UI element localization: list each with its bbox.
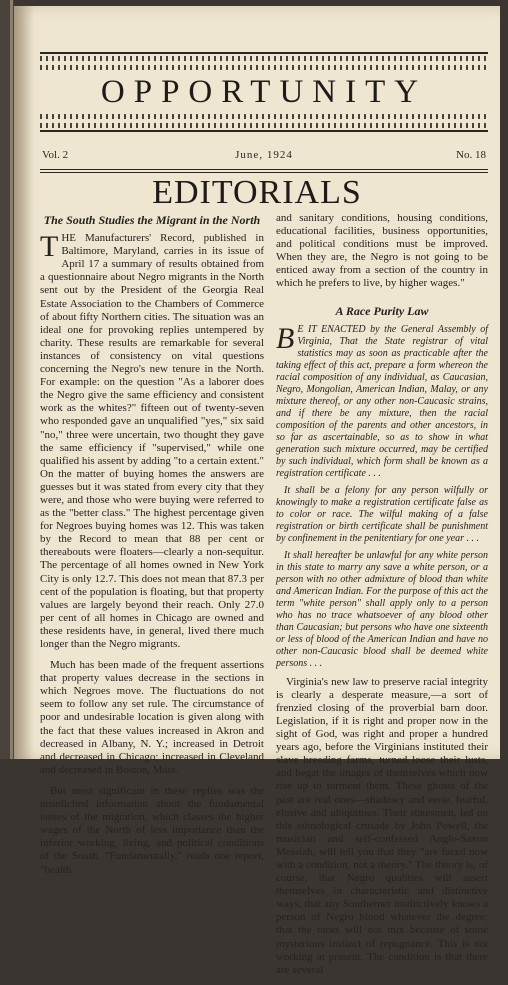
article-paragraph: and sanitary conditions, housing conditions, educational facilities, business opportunities, and political conditions must be improved. When they are, the Negro is not going to be enticed away from a section of the country in which he prefers to live, by higher wages." [276,212,488,290]
issue-number: No. 18 [456,149,486,161]
masthead-ornament-bottom [40,114,488,128]
left-column [40,214,264,885]
divider-rule [40,169,488,170]
paragraph-text: HE Manufacturers' Record, published in Baltimore, Maryland, carries in its issue of April 17 a summary of results obtained from a questionnaire about Negro migrants in the North sent out by the President of the Georgia Real Estate Association to the Chambers of Commerce of about fifty Northern cities. The situation was an ideal one for provoking replies untempered by charity. These results are remarkable for several instances of consistency on vital questions concerning the Negro's new tenure in the North. For example: on the question "As a laborer does the Negro give the same efficiency and consistent work as the whites?" fifteen out of twenty-seven who responded gave an unqualified "yes," six said "no," three were uncertain, two thought they gave the same efficiency if "supervised," while one qualified his assent by adding "to a certain extent." On the matter of buying homes the answers are guesses but it was stated from every city that they were, and those who were buying were referred to as the "better class." The highest percentage given for Negroes buying homes was 12. This was taken by the Record to mean that 88 per cent or thereabouts were floaters—clearly a non-sequitur. The percentage of all homes owned in New York City is only 12.7. This does not mean that 87.3 per cent of the population is floating, but that property values are largely beyond their reach. Only 27.0 per cent of all homes in Chicago are owned and these residents have, in general, lived there much longer than the Negro migrants. [40,232,264,650]
article-paragraph: But most significant in these replies was the unsolicited information about the fundamental issues of the migration, which classes the higher wages of the North of less importance than the inferior working, living, and political conditions of the South. "Fundamentally," reads one report, "health [40,784,264,876]
magazine-title: OPPORTUNITY [100,74,428,110]
binding-edge [10,0,13,759]
masthead-ornament-top [40,56,488,70]
divider-rule [40,172,488,173]
right-column [276,212,488,985]
paragraph-text: E IT ENACTED by the General Assembly of Virginia, That the State registrar of vital statistics may as soon as practicable after the taking effect of this act, prepare a form whereon the racial composition of any individual, as Caucasian, Negro, Mongolian, American Indian, Malay, or any mixture thereof, or any other non-Caucasic strains, and if there be any mixture, then the racial composition of the parents and other ancestors, in so far as ascertainable, so as to show in what generation such mixture occurred, may be certified by such individual, which form shall be known as a registration certificate . . . [276,323,488,479]
article-paragraph: Much has been made of the frequent assertions that property values decrease in the sections in which Negroes move. The fluctuations do not seem to follow any set rule. The circumstance of poor and undesirable location is given along with the fact that these values increased in Akron and decreased in Albany, N. Y.; increased in Detroit and decreased in Chicago; increased in Cleveland and decreased in Boston, Mass. [40,659,264,776]
magazine-page [14,6,500,976]
drop-cap: T [40,230,59,264]
article-heading: The South Studies the Migrant in the North [43,213,261,227]
law-quotation [276,321,488,670]
issue-line [40,149,488,165]
article-heading: A Race Purity Law [335,303,429,318]
volume-label: Vol. 2 [42,149,69,161]
section-headline: EDITORIALS [152,174,362,211]
law-paragraph: It shall be a felony for any person wilfully or knowingly to make a registration certificate false as to color or race. The wilful making of a false registration or birth certificate shall be punishment by confinement in the penitentiary for one year . . . [276,484,488,544]
law-paragraph: It shall hereafter be unlawful for any white person in this state to marry any save a white person, or a person with no other admixture of blood than white and American Indian. For the purpose of this act the term "white person" shall apply only to a person who has no trace whatsoever of any blood other than Caucasian; but persons who have one sixteenth or less of blood of the American Indian and have no other non-Caucasic blood shall be deemed white persons . . . [276,549,488,669]
law-paragraph [276,321,488,480]
article-paragraph: Virginia's new law to preserve racial integrity is clearly a desperate measure,—a sort of frenzied closing of the proverbial barn door. Legislation, if it is right and proper now in the sight of God, was right and proper a hundred years ago, before the Virginians instituted their slave breeding farms, turned loose their lusts, and begat the images of themselves which now rise up to torment them. These ghosts of the past are real ones—shadowy and eerie, fearful, elusive and ubiquitous. Their statesmen, led on this ethnological crusade by John Powell, the musician and self-confessed Anglo-Saxon Messiah, will tell you that they "are faced now with a condition, not a theory." The theory is, of course, that Negro qualities will assert themselves in characteristic and distinctive ways; that any Southerner instinctively knows a person of Negro blood whatever the degree; that the races will not mix because of some mysterious instinct of repugnance. This is not working at present. The condition is that there are several [276,675,488,976]
article-paragraph [40,232,264,651]
issue-date: June, 1924 [235,149,293,161]
masthead [40,52,488,132]
drop-cap: B [276,321,295,355]
page-gutter-shadow [14,6,34,759]
